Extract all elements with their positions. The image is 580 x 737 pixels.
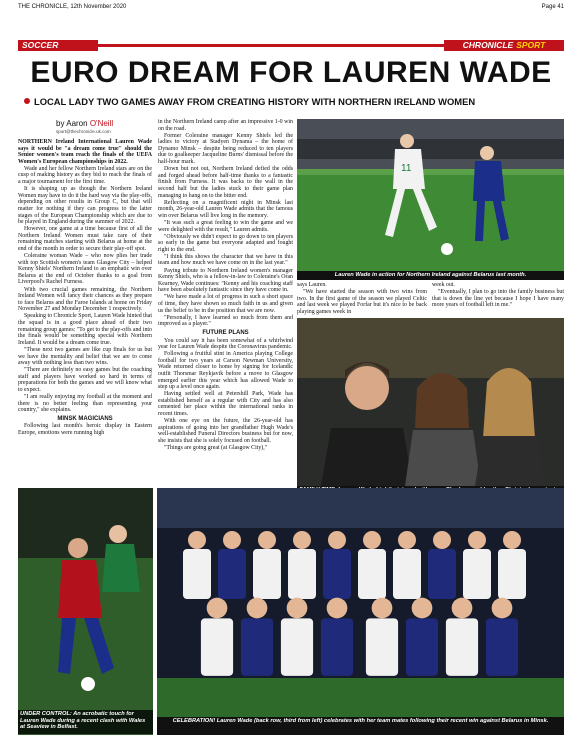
byline bbox=[56, 119, 113, 129]
paragraph: "Eventually, I plan to go into the family business but that is down the line yet because I hope I have many more years of football left in me." bbox=[432, 289, 564, 309]
paragraph: With two crucial games remaining, the Northern Ireland Women will fancy their chances as they prepare to face Belarus and the Faroe Islands at home on Friday November 27 and Monday December 1 respectively. bbox=[18, 286, 152, 313]
paragraph: Paying tribute to Northern Ireland women's manager Kenny Shiels, who is a fellow-in-law to Coleraine's Oran Kearney, Wade continues: "Kenny and his coaching staff have been absolutely fantastic since they have come in. bbox=[158, 267, 293, 294]
paragraph: Speaking to Chronicle Sport, Lauren Wade hinted that the squad is in a good place ahead of their two remaining group games: "To get to the play-offs and into the finals would be something special with Northern Ireland. It would be a dream come true. bbox=[18, 313, 152, 346]
celebration-photo bbox=[157, 488, 564, 717]
paragraph: Coleraine woman Wade – who now plies her trade with top Scottish women's team Glasgow City – helped Kenny Shiels' Northern Ireland to an emphatic win over Belarus at the end of October thanks to a goal from Liverpool's Rachel Furness. bbox=[18, 253, 152, 286]
action-photo-image bbox=[297, 119, 564, 277]
action-photo bbox=[297, 119, 564, 277]
paragraph: However, one game at a time because first of all the Northern Ireland Women must take care of their remaining matches starting with Belarus at home at the end of the month in order to secure their play-off spot. bbox=[18, 226, 152, 252]
brand-label bbox=[444, 40, 564, 51]
page-number: Page 41 bbox=[541, 4, 564, 10]
paragraph: "We have started the season with two wins from two. In the first game of the season we played Celtic and last week we played Forfar but it's nice to be back playing games week in bbox=[297, 289, 427, 315]
family-photo bbox=[297, 318, 564, 486]
paragraph: "It was such a great feeling to win the game and we were delighted with the result," Lauren admits. bbox=[158, 219, 293, 233]
soccer-section-label: SOCCER bbox=[18, 40, 98, 51]
byline-prefix: by Aaron bbox=[56, 119, 88, 128]
subheadline bbox=[24, 96, 564, 108]
paragraph: says Lauren. bbox=[297, 282, 327, 288]
article-column-3b bbox=[432, 282, 564, 309]
under-control-photo bbox=[18, 488, 153, 735]
author-email: sport@thechronicle.uk.com bbox=[56, 129, 111, 134]
under-control-image bbox=[18, 488, 153, 735]
paragraph: "Obviously we didn't expect to go down to ten players so early in the game but everyone adapted and fought right to the end. bbox=[158, 233, 293, 253]
paragraph: "These next two games are like cup finals for us but we have the mentality and belief that we are to come away with nothing less than two wins. bbox=[18, 346, 152, 367]
subheadline-text: LOCAL LADY TWO GAMES AWAY FROM CREATING HISTORY WITH NORTHERN IRELAND WOMEN bbox=[34, 96, 476, 107]
paragraph: in the Northern Ireland camp after an impressive 1-0 win on the road. bbox=[158, 119, 293, 132]
paragraph: Reflecting on a magnificent night in Minsk last month, 26-year-old Lauren Wade admits that the famous win over Belarus will live long in the memory. bbox=[158, 199, 293, 219]
sport-label: SPORT bbox=[516, 40, 546, 50]
action-caption: Lauren Wade in action for Northern Ireland against Belarus last month. bbox=[297, 271, 564, 280]
paragraph: "We have made a lot of progress in such a short space of time, they have shown so much faith in us and given us the belief to be in the position that we are now. bbox=[158, 294, 293, 314]
subheading-future: FUTURE PLANS bbox=[202, 329, 249, 336]
subheading-minsk: MINSK MAGICIANS bbox=[57, 415, 113, 422]
paragraph: "Things are going great (at Glasgow City)," bbox=[164, 445, 268, 451]
ball-icon bbox=[441, 243, 453, 255]
family-photo-image bbox=[297, 318, 564, 486]
paragraph: It is shaping up as though the Northern Ireland Women may have to do it the hard way via the play-offs, depending on other results in Group C, but that will matter for nothing if they can progress to the latter stages of the European Championship which are due to be played in England during the summer of 2022. bbox=[18, 186, 152, 226]
paragraph: Following last month's heroic display in Eastern Europe, emotions were running high bbox=[18, 423, 152, 437]
paragraph: "Personally, I have learned so much from them and improved as a player." bbox=[158, 314, 293, 328]
paragraph: week out. bbox=[432, 282, 455, 288]
celebration-image bbox=[157, 488, 564, 717]
paragraph: Down but not out, Northern Ireland defied the odds and forged ahead before half-time thanks to a fantastic finish from Furness. It was backs to the wall in the second half but the ladies stuck to their game plan managing to hang on to the bitter end. bbox=[158, 166, 293, 199]
byline-name: O'Neill bbox=[89, 119, 114, 128]
paragraph: "I am really enjoying my football at the moment and there is no better feeling than representing your country," she explains. bbox=[18, 394, 152, 414]
headline: EURO DREAM FOR LAUREN WADE bbox=[30, 56, 552, 89]
article-column-3a bbox=[297, 282, 427, 316]
paragraph: With one eye on the future, the 26-year-old has aspirations of going into her grandfather Hugh Wade's well-established Funeral Directors business but for now, she insists that she is solely focused on football. bbox=[158, 418, 293, 444]
publication-date: THE CHRONICLE, 12th November 2020 bbox=[18, 4, 127, 10]
paragraph: Having settled well at Petershill Park, Wade has established herself as a regular with City and has also cemented her place within the international ranks in recent times. bbox=[158, 391, 293, 418]
svg-text:11: 11 bbox=[401, 163, 412, 174]
chronicle-label: CHRONICLE bbox=[462, 40, 514, 50]
under-control-caption: UNDER CONTROL: An acrobatic touch for Lauren Wade during a recent clash with Wales at Seaview in Belfast. bbox=[18, 710, 153, 734]
section-bar bbox=[18, 40, 564, 51]
article-column-2 bbox=[158, 119, 293, 452]
lead-paragraph bbox=[18, 139, 152, 165]
ball-icon bbox=[81, 677, 95, 691]
bullet-dot bbox=[24, 98, 30, 104]
paragraph: You could say it has been somewhat of a whirlwind year for Lauren Wade despite the Coronavirus pandemic. bbox=[158, 337, 293, 351]
celebration-caption: CELEBRATION! Lauren Wade (back row, third from left) celebrates with her team mates following their recent win against Belarus in Minsk. bbox=[157, 717, 564, 735]
paragraph: Wade and her fellow Northern Ireland stars are on the cusp of making history as they bid to reach the finals of a major tournament for the first time. bbox=[18, 165, 152, 186]
paragraph: Following a fruitful stint in America playing College football for two years at Carson Newman University, Wade returned closer to home by signing for Icelandic outfit Thorsmar Reykjavik before a move to Glasgow emerged earlier this year which has allowed Wade to step up a level once again. bbox=[158, 351, 293, 391]
paragraph: "I think this shows the character that we have in this team and how much we have come on in the last year." bbox=[158, 253, 293, 267]
paragraph: "There are definitely no easy games but the coaching staff and players have worked so hard in terms of preparations for both the games and we will know what to expect. bbox=[18, 367, 152, 393]
article-column-1 bbox=[18, 139, 152, 437]
page-header bbox=[18, 2, 564, 12]
lead-bold: NORTHERN Ireland International Lauren Wade says it would be "a dream come true" should the Senior women's team reach the finals of the UEFA Women's European championships in 2022. bbox=[18, 139, 152, 165]
paragraph: Former Coleraine manager Kenny Shiels led the ladies to victory at Stadyen Dynama – the home of Dynamo Minsk – despite being reduced to ten players due to goalkeeper Jacqueline Burns' dismissal before the half-hour mark. bbox=[158, 132, 293, 166]
section-rule bbox=[98, 44, 444, 47]
